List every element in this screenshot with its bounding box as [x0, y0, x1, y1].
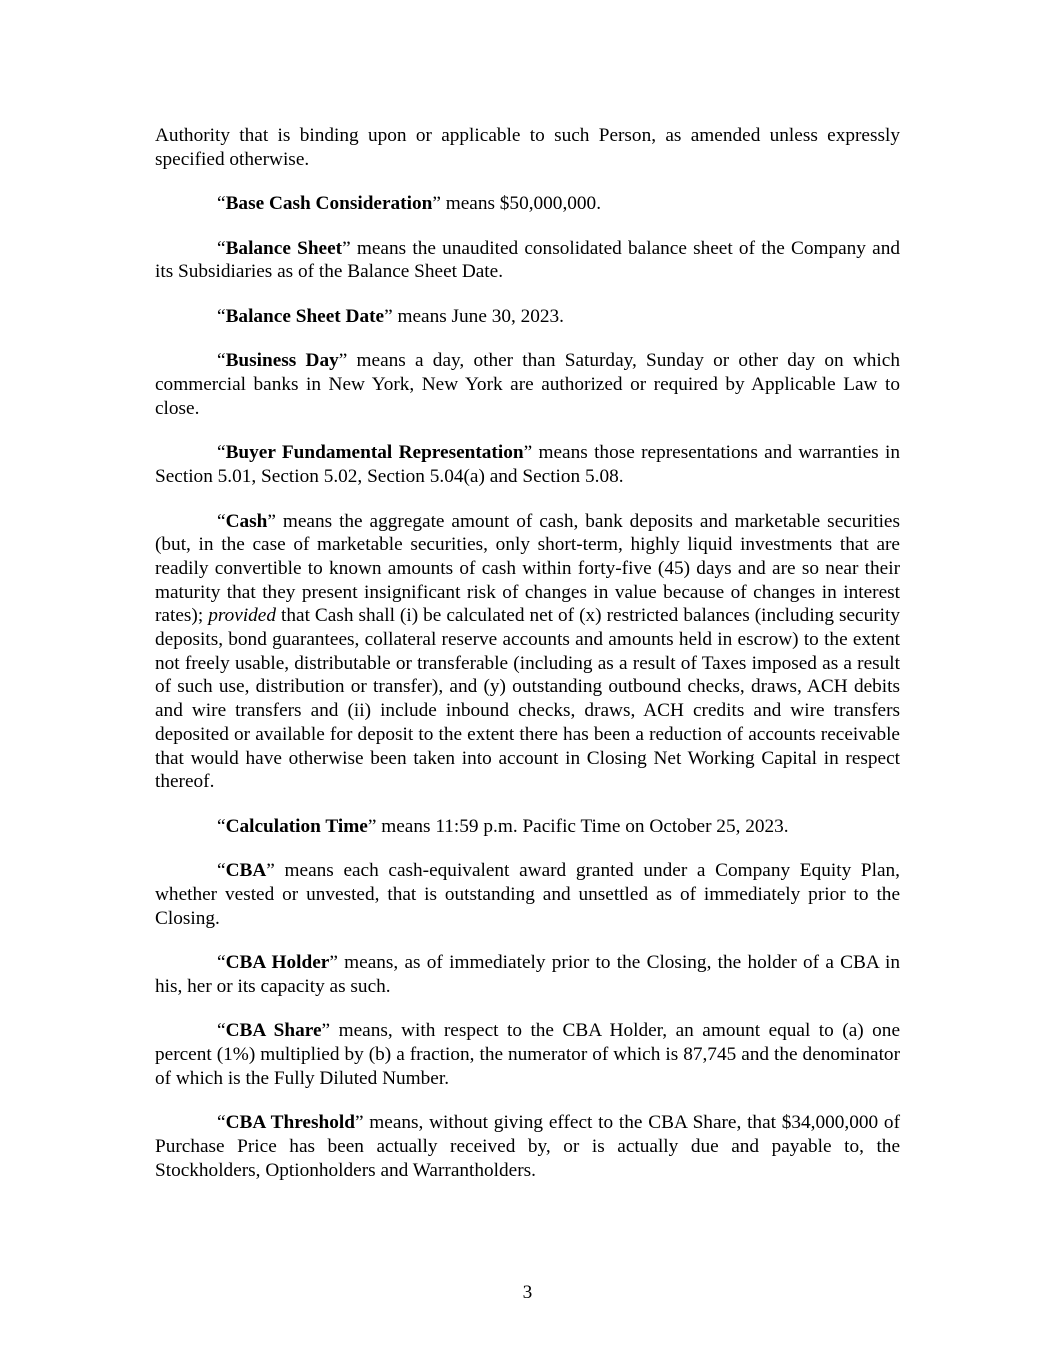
defined-term: Business Day	[225, 350, 339, 372]
defined-term: CBA	[225, 860, 267, 882]
paragraph-text: ” means $50,000,000.	[432, 193, 602, 215]
defined-term: Balance Sheet Date	[225, 305, 385, 327]
paragraph-text: that Cash shall (i) be calculated net of (x) restricted balances (including security deposits, bond guarantees, collateral reserve accounts and amounts held in escrow) to the extent not freely usable, distributable or transferable (including as a result of Taxes imposed as a result of such use, distribution or transfer), and (y) outstanding outbound checks, draws, ACH debits and wire transfers and (ii) include inbound checks, draws, ACH credits and wire transfers deposited or available for deposit to the extent there has been a reduction of accounts receivable that would have otherwise been taken into account in Closing Net Working Capital in respect thereof.	[155, 605, 900, 793]
defined-term: CBA Holder	[225, 952, 330, 974]
definition-paragraph	[155, 349, 900, 420]
paragraph-text: “	[217, 1112, 226, 1134]
paragraph-text: ” means, as of immediately prior to the Closing, the holder of a CBA in his, her or its capacity as such.	[155, 952, 900, 997]
definition-paragraph	[155, 305, 900, 329]
document-page	[155, 124, 900, 1203]
definition-paragraph	[155, 124, 900, 171]
definition-paragraph	[155, 815, 900, 839]
definition-paragraph	[155, 1111, 900, 1182]
paragraph-text: ” means, with respect to the CBA Holder, an amount equal to (a) one percent (1%) multiplied by (b) a fraction, the numerator of which is 87,745 and the denominator of which is the Fully Diluted Number.	[155, 1020, 900, 1089]
paragraph-text: “	[217, 815, 226, 837]
defined-term: CBA Threshold	[225, 1112, 355, 1134]
page-number: 3	[522, 1282, 533, 1303]
paragraph-text: ” means 11:59 p.m. Pacific Time on October 25, 2023.	[367, 815, 789, 837]
defined-term: Balance Sheet	[225, 237, 343, 259]
defined-term: Buyer Fundamental Representation	[225, 442, 524, 464]
paragraph-text: ” means June 30, 2023.	[384, 305, 565, 327]
paragraph-text: “	[217, 350, 226, 372]
paragraph-text: “	[217, 305, 226, 327]
emphasis-text: provided	[208, 605, 277, 627]
definition-paragraph	[155, 510, 900, 794]
paragraph-text: “	[217, 510, 226, 532]
paragraph-text: “	[217, 1020, 226, 1042]
paragraph-text: “	[217, 952, 226, 974]
paragraph-text: ” means each cash-equivalent award granted under a Company Equity Plan, whether vested or unvested, that is outstanding and unsettled as of immediately prior to the Closing.	[155, 860, 900, 929]
definition-paragraph	[155, 1019, 900, 1090]
paragraph-text: “	[217, 193, 226, 215]
paragraph-text: ” means the unaudited consolidated balance sheet of the Company and its Subsidiaries as of the Balance Sheet Date.	[155, 237, 900, 283]
paragraph-text: “	[217, 442, 226, 464]
definition-paragraph	[155, 192, 900, 216]
paragraph-text: ” means those representations and warranties in Section 5.01, Section 5.02, Section 5.04(a) and Section 5.08.	[155, 442, 900, 488]
paragraph-text: “	[217, 860, 226, 882]
paragraph-text: ” means the aggregate amount of cash, bank deposits and marketable securities (but, in the case of marketable securities, only short-term, highly liquid investments that are readily convertible to known amounts of cash within forty-five (45) days and are so near their maturity that they present insignificant risk of changes in value because of changes in interest rates);	[155, 510, 900, 627]
defined-term: Base Cash Consideration	[225, 193, 433, 215]
paragraph-text: Authority that is binding upon or applicable to such Person, as amended unless expressly specified otherwise.	[155, 125, 900, 170]
definition-paragraph	[155, 859, 900, 930]
definition-paragraph	[155, 237, 900, 284]
definition-paragraph	[155, 441, 900, 488]
paragraph-text: ” means, without giving effect to the CBA Share, that $34,000,000 of Purchase Price has been actually received by, or is actually due and payable to, the Stockholders, Optionholders and Warrantholders.	[155, 1112, 900, 1181]
paragraph-text: ” means a day, other than Saturday, Sunday or other day on which commercial banks in New York, New York are authorized or required by Applicable Law to close.	[155, 350, 900, 419]
definition-paragraph	[155, 951, 900, 998]
paragraph-text: “	[217, 237, 226, 259]
defined-term: Calculation Time	[225, 815, 368, 837]
defined-term: Cash	[225, 510, 268, 532]
defined-term: CBA Share	[225, 1020, 322, 1042]
